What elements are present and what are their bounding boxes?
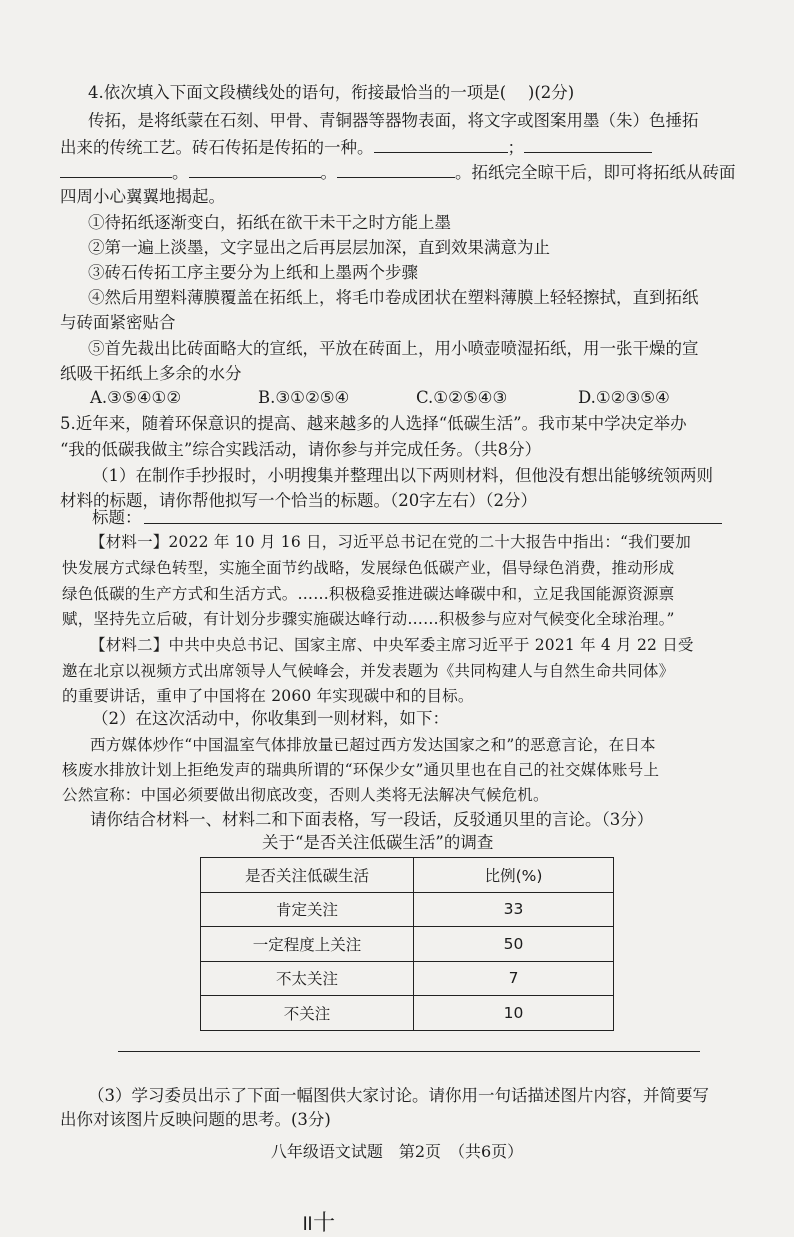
table-cell: 肯定关注 (201, 892, 414, 927)
table-title: 关于“是否关注低碳生活”的调查 (262, 833, 494, 852)
answer-blank-2[interactable] (524, 138, 652, 153)
q4-para-1: 传拓，是将纸蒙在石刻、甲骨、青铜器等器物表面，将文字或图案用墨（朱）色捶拓 (88, 111, 699, 130)
answer-blank-3[interactable] (60, 163, 172, 178)
table-cell: 10 (414, 996, 614, 1031)
q5-stem-1: 5.近年来，随着环保意识的提高、越来越多的人选择“低碳生活”。我市某中学决定举办 (60, 414, 687, 433)
answer-blank-5[interactable] (337, 163, 455, 178)
q5-sub2-question: 请你结合材料一、材料二和下面表格，写一段话，反驳通贝里的言论。（3分） (90, 810, 654, 829)
table-cell: 7 (414, 961, 614, 996)
q4-option-5a: ⑤首先裁出比砖面略大的宣纸，平放在砖面上，用小喷壶喷湿拓纸，用一张干燥的宣 (88, 339, 699, 358)
q4-para-2-text: 出来的传统工艺。砖石传拓是传拓的一种。 (60, 138, 374, 157)
q4-choice-c[interactable]: C.①②⑤④③ (416, 388, 508, 407)
table-header: 是否关注低碳生活 (201, 858, 414, 893)
q4-choice-a[interactable]: A.③⑤④①② (90, 388, 182, 407)
table-cell: 不关注 (201, 996, 414, 1031)
table-cell: 不太关注 (201, 961, 414, 996)
bottom-handwritten-mark: ॥十 (300, 1211, 336, 1236)
material-1-d: 赋，坚持先立后破，有计划分步骤实施碳达峰行动……积极参与应对气候变化全球治理。” (62, 610, 675, 628)
table-cell: 50 (414, 927, 614, 962)
q4-stem: 4.依次填入下面文段横线处的语句，衔接最恰当的一项是( )(2分) (88, 83, 575, 102)
survey-table (200, 857, 614, 1031)
title-answer-line[interactable] (144, 523, 722, 524)
q4-choice-d[interactable]: D.①②③⑤④ (578, 388, 670, 407)
western-material-2: 核废水排放计划上拒绝发声的瑞典所谓的“环保少女”通贝里也在自己的社交媒体账号上 (62, 761, 660, 779)
answer-line[interactable] (118, 1051, 700, 1052)
material-1-c: 绿色低碳的生产方式和生活方式。……积极稳妥推进碳达峰碳中和，立足我国能源资源禀 (62, 585, 675, 603)
q4-para-2-tail: ； (507, 138, 524, 157)
table-row (201, 892, 614, 927)
q4-option-4b: 与砖面紧密贴合 (60, 313, 176, 332)
material-1-a: 【材料一】2022 年 10 月 16 日，习近平总书记在党的二十大报告中指出：“我们要加 (90, 533, 691, 551)
table-header: 比例(%) (414, 858, 614, 893)
q4-option-5b: 纸吸干拓纸上多余的水分 (60, 364, 242, 383)
q5-sub3-a: （3）学习委员出示了下面一幅图供大家讨论。请你用一句话描述图片内容，并简要写 (88, 1086, 709, 1105)
q4-option-4a: ④然后用塑料薄膜覆盖在拓纸上，将毛巾卷成团状在塑料薄膜上轻轻擦拭，直到拓纸 (88, 288, 699, 307)
q4-para-3-tail: 。拓纸完全晾干后，即可将拓纸从砖面 (455, 163, 736, 182)
western-material-1: 西方媒体炒作“中国温室气体排放量已超过西方发达国家之和”的恶意言论，在日本 (90, 736, 656, 754)
table-row (201, 996, 614, 1031)
q4-sep-2: 。 (320, 163, 337, 182)
q5-sub2: （2）在这次活动中，你收集到一则材料，如下： (92, 709, 449, 728)
q4-option-1: ①待拓纸逐渐变白，拓纸在欲干未干之时方能上墨 (88, 213, 451, 232)
answer-blank-4[interactable] (189, 163, 321, 178)
table-cell: 33 (414, 892, 614, 927)
q5-sub3-b: 出你对该图片反映问题的思考。(3分) (60, 1110, 331, 1129)
q4-choice-b[interactable]: B.③①②⑤④ (258, 388, 350, 407)
q4-option-3: ③砖石传拓工序主要分为上纸和上墨两个步骤 (88, 263, 418, 282)
table-cell: 一定程度上关注 (201, 927, 414, 962)
q4-option-2: ②第一遍上淡墨，文字显出之后再层层加深，直到效果满意为止 (88, 238, 550, 257)
table-row (201, 961, 614, 996)
table-header-row (201, 858, 614, 893)
material-1-b: 快发展方式绿色转型，实施全面节约战略，发展绿色低碳产业，倡导绿色消费，推动形成 (62, 559, 675, 577)
material-2-b: 邀在北京以视频方式出席领导人气候峰会，并发表题为《共同构建人与自然生命共同体》 (62, 662, 675, 680)
table-row (201, 927, 614, 962)
q5-sub1-a: （1）在制作手抄报时，小明搜集并整理出以下两则材料，但他没有想出能够统领两则 (92, 466, 713, 485)
q4-para-4: 四周小心翼翼地揭起。 (60, 187, 225, 206)
page-footer: 八年级语文试题 第2页 （共6页） (270, 1142, 524, 1161)
q4-sep-1: 。 (172, 163, 189, 182)
material-2-a: 【材料二】中共中央总书记、国家主席、中央军委主席习近平于 2021 年 4 月 22 日受 (90, 636, 694, 654)
western-material-3: 公然宣称：中国必须要做出彻底改变，否则人类将无法解决气候危机。 (62, 786, 549, 804)
answer-blank-1[interactable] (374, 138, 508, 153)
material-2-c: 的重要讲话，重申了中国将在 2060 年实现碳中和的目标。 (62, 687, 474, 705)
q4-para-2 (60, 137, 652, 159)
q5-sub1-b: 材料的标题，请你帮他拟写一个恰当的标题。（20字左右）（2分） (60, 491, 537, 510)
q4-para-3 (60, 162, 736, 184)
title-label: 标题： (92, 508, 142, 527)
q5-stem-2: “我的低碳我做主”综合实践活动，请你参与并完成任务。（共8分） (60, 440, 542, 459)
